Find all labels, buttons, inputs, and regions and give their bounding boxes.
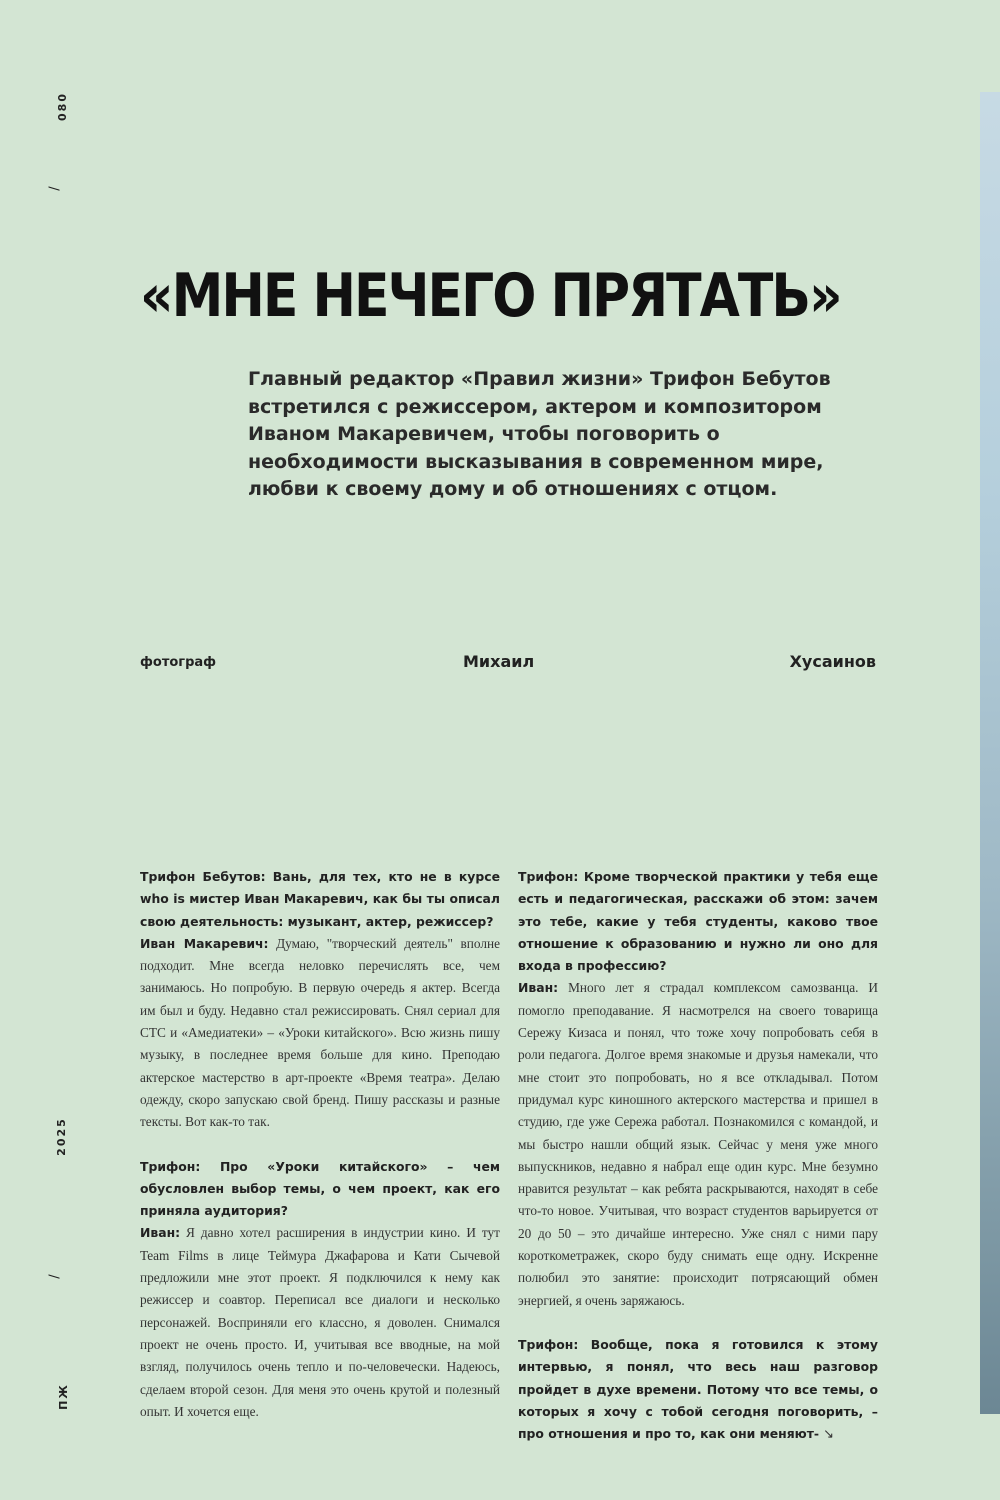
magazine-brand: ПЖ <box>56 1383 70 1410</box>
interview-question: Трифон: Про «Уроки китайского» – чем обусловлен выбор темы, о чем проект, как его приняла аудитория? <box>140 1158 500 1219</box>
page-number: 080 <box>55 92 69 121</box>
interview-answer: Много лет я страдал комплексом самозванца. И помогло преподавание. Я насмотрелся на своего товарища Сережу Кизаса и понял, что тоже хочу попробовать себя в роли педагога. Долгое время знакомые и друзья намекали, что мне стоит это попробовать, но я все откладывал. Потом придумал курс киношного актерского мастерства и пришел в студию, где уже Сережа работал. Познакомился с командой, и мы быстро нашли общий язык. Сейчас у меня уже много выпускников, недавно я набрал еще один курс. Мне безумно нравится результат – как ребята раскрываются, находят в себе что-то новое. Учитывая, что возраст студентов варьируется от 20 до 50 – это дичайше интересно. Уже снял с ними пару короткометражек, скоро буду снимать еще одну. Искренне полюбил это занятие: происходит потрясающий обмен энергией, я очень заряжаюсь. <box>518 980 878 1308</box>
issue-year: 2025 <box>54 1117 68 1156</box>
interview-answer: Я давно хотел расширения в индустрии кино. И тут Team Films в лице Теймура Джафарова и Кати Сычевой предложили мне этот проект. Я подключился к нему как режиссер и соавтор. Переписал все диалоги и несколько персонажей. Восприняли его классно, я доволен. Снимался проект не очень просто. И, учитывая все вводные, на мой взгляд, получилось очень тепло и по-человечески. Надеюсь, сделаем второй сезон. Для меня это очень крутой и полезный опыт. И хочется еще. <box>140 1225 500 1419</box>
photo-edge-image <box>980 92 1000 1414</box>
article-lead: Главный редактор «Правил жизни» Трифон Бебутов встретился с режиссером, актером и композитором Иваном Макаревичем, чтобы поговорить о необходимости высказывания в современном мире, любви к своему дому и об отношениях с отцом. <box>248 368 831 500</box>
interview-column-left <box>140 866 500 1445</box>
interview-question: Трифон: Вообще, пока я готовился к этому интервью, я понял, что весь наш разговор пройдет в духе времени. Потому что все темы, о которых я хочу с тобой сегодня поговорить, – про отношения и про то, как они меняют- <box>518 1336 878 1442</box>
interview-answer: Думаю, "творческий деятель" вполне подходит. Мне всегда неловко перечислять все, чем занимаюсь. Но попробую. В первую очередь я актер. Всегда им был и буду. Недавно стал режиссировать. Снял сериал для СТС и «Амедиатеки» – «Уроки китайского». Всю жизнь пишу музыку, в последнее время больше для кино. Преподаю актерское мастерство в арт-проекте «Время театра». Делаю одежду, скоро запускаю свой бренд. Пишу рассказы и разные тексты. Вот как-то так. <box>140 935 501 1130</box>
margin-separator: / <box>47 1272 63 1279</box>
interview-question: Трифон: Кроме творческой практики у тебя еще есть и педагогическая, расскажи об этом: зачем это тебе, какие у тебя студенты, каково твое отношение к образованию и нужно ли оно для входа в профессию? <box>518 869 878 974</box>
article-title: «МНЕ НЕЧЕГО ПРЯТАТЬ» <box>140 262 841 331</box>
margin-separator: / <box>47 184 63 191</box>
interview-block <box>518 866 878 1312</box>
interview-column-right <box>518 866 878 1468</box>
interview-block <box>140 866 500 1134</box>
photographer-first-name: Михаил <box>463 652 535 671</box>
interview-speaker: Иван: <box>140 1225 181 1241</box>
interview-speaker: Иван: <box>518 980 559 996</box>
photographer-last-name: Хусаинов <box>789 652 876 671</box>
photo-credit-role: фотограф <box>140 655 217 670</box>
interview-question: Трифон Бебутов: Вань, для тех, кто не в курсе who is мистер Иван Макаревич, как бы ты описал свою деятельность: музыкант, актер, режиссер? <box>140 869 500 929</box>
interview-block <box>518 1334 878 1446</box>
continue-arrow-icon: ↘ <box>823 1427 834 1443</box>
interview-block <box>140 1156 500 1424</box>
interview-speaker: Иван Макаревич: <box>140 935 269 951</box>
